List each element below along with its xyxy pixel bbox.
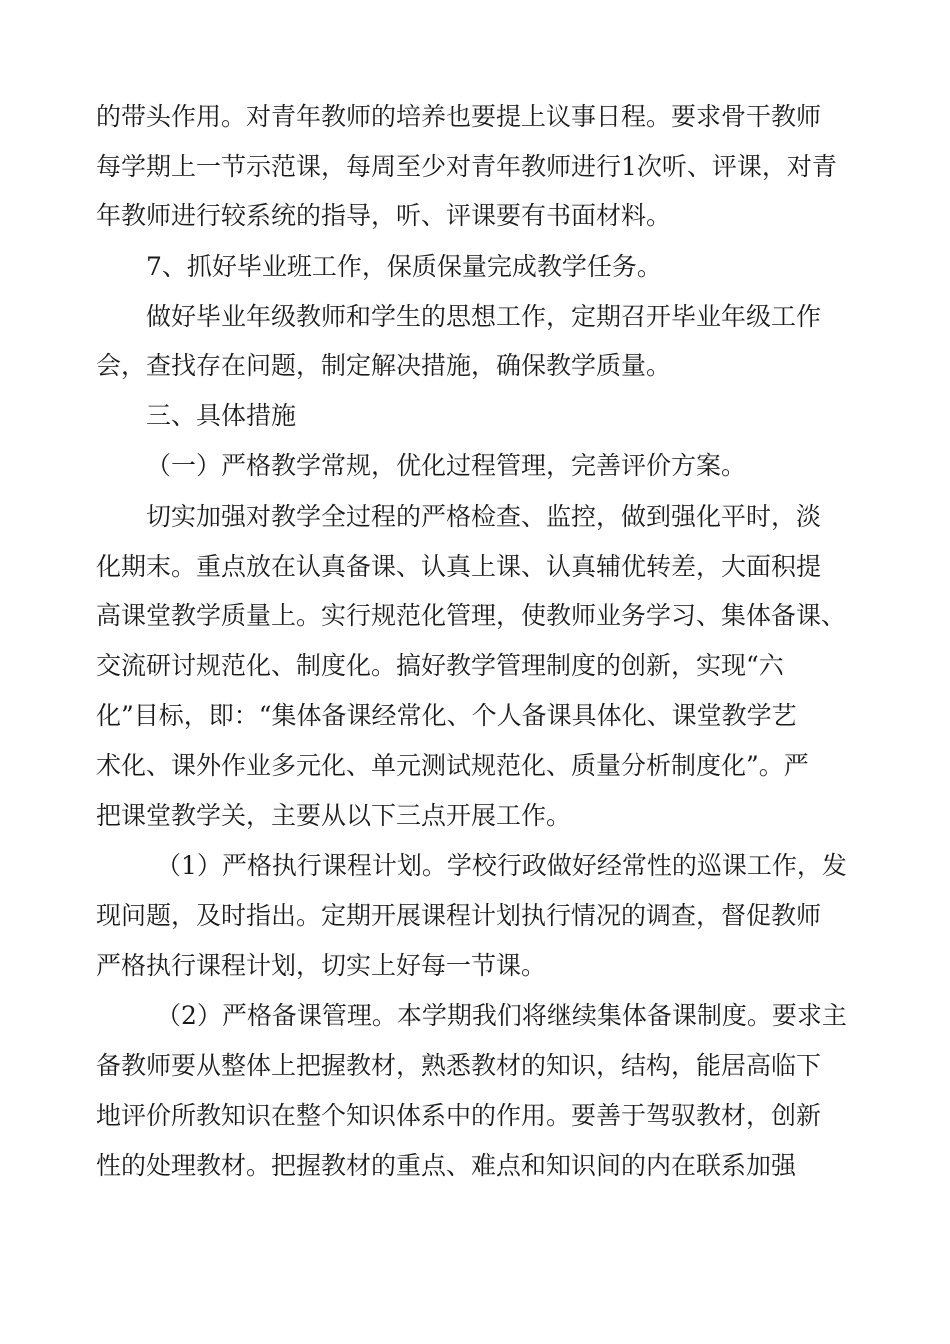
text-line: 每学期上一节示范课，每周至少对青年教师进行1次听、评课，对青 <box>96 152 837 181</box>
text-line: 备教师要从整体上把握教材，熟悉教材的知识，结构，能居高临下 <box>96 1051 822 1080</box>
text-line: 高课堂教学质量上。实行规范化管理，使教师业务学习、集体备课、 <box>96 601 847 630</box>
text-line: 化”目标，即：“集体备课经常化、个人备课具体化、课堂教学艺 <box>96 701 797 730</box>
text-line: 把课堂教学关，主要从以下三点开展工作。 <box>96 801 572 830</box>
section-heading: 三、具体措施 <box>146 401 297 430</box>
text-line: （2）严格备课管理。本学期我们将继续集体备课制度。要求主 <box>156 1001 847 1030</box>
text-line: 年教师进行较系统的指导，听、评课要有书面材料。 <box>96 201 672 230</box>
text-line: 交流研讨规范化、制度化。搞好教学管理制度的创新，实现“六 <box>96 651 784 680</box>
text-line: 地评价所教知识在整个知识体系中的作用。要善于驾驭教材，创新 <box>96 1101 822 1130</box>
text-line: 7、抓好毕业班工作，保质保量完成教学任务。 <box>146 252 662 281</box>
text-line: 切实加强对教学全过程的严格检查、监控，做到强化平时，淡 <box>146 502 822 531</box>
text-line: 严格执行课程计划，切实上好每一节课。 <box>96 951 547 980</box>
text-line: 性的处理教材。把握教材的重点、难点和知识间的内在联系加强 <box>96 1151 797 1180</box>
text-line: 化期末。重点放在认真备课、认真上课、认真辅优转差，大面积提 <box>96 552 822 581</box>
subsection-heading: （一）严格教学常规，优化过程管理，完善评价方案。 <box>146 451 747 480</box>
text-line: 做好毕业年级教师和学生的思想工作，定期召开毕业年级工作 <box>146 302 822 331</box>
text-line: 现问题，及时指出。定期开展课程计划执行情况的调查，督促教师 <box>96 901 822 930</box>
text-line: （1）严格执行课程计划。学校行政做好经常性的巡课工作，发 <box>156 851 847 880</box>
text-line: 术化、课外作业多元化、单元测试规范化、质量分析制度化”。严 <box>96 751 809 780</box>
text-line: 的带头作用。对青年教师的培养也要提上议事日程。要求骨干教师 <box>96 102 822 131</box>
text-line: 会，查找存在问题，制定解决措施，确保教学质量。 <box>96 351 672 380</box>
